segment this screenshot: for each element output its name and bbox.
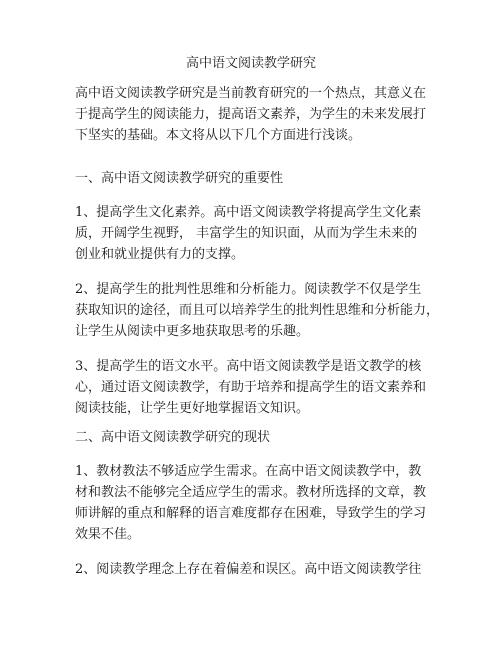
- text-line: 3、提高学生的语文水平。高中语文阅读教学是语文教学的核: [75, 359, 422, 374]
- heading-line: 二、高中语文阅读教学研究的现状: [75, 430, 271, 445]
- section-heading-importance: [75, 168, 435, 189]
- paragraph-point-1: [75, 202, 435, 265]
- paragraph-status-1: [75, 461, 435, 545]
- text-line: 1、提高学生文化素养。高中语文阅读教学将提高学生文化素: [75, 205, 422, 220]
- text-line: 阅读技能，让学生更好地掌握语文知识。: [75, 401, 310, 416]
- text-line: 于提高学生的阅读能力，提高语文素养，为学生的未来发展打: [75, 107, 427, 122]
- text-line: 师讲解的重点和解释的语言难度都存在困难，导致学生的学习: [75, 506, 427, 521]
- text-line: 心，通过语文阅读教学，有助于培养和提高学生的语文素养和: [75, 380, 427, 395]
- heading-line: 一、高中语文阅读教学研究的重要性: [75, 171, 284, 186]
- paragraph-status-2: [75, 559, 435, 580]
- text-line: 获取知识的途径，而且可以培养学生的批判性思维和分析能力，: [75, 303, 440, 318]
- text-line: 下坚实的基础。本文将从以下几个方面进行浅谈。: [75, 128, 362, 143]
- text-line: 创业和就业提供有力的支撑。: [75, 247, 245, 262]
- text-line: 让学生从阅读中更多地获取思考的乐趣。: [75, 324, 310, 339]
- text-line: 1、教材教法不够适应学生需求。在高中语文阅读教学中，教: [75, 464, 422, 479]
- paragraph-point-2: [75, 279, 440, 342]
- text-line: 效果不佳。: [75, 527, 141, 542]
- text-line: 质，开阔学生视野， 丰富学生的知识面，从而为学生未来的: [75, 226, 418, 241]
- paragraph-intro: [75, 83, 435, 146]
- text-line: 材和教法不能够完全适应学生的需求。教材所选择的文章，教: [75, 485, 427, 500]
- text-line: 2、阅读教学理念上存在着偏差和误区。高中语文阅读教学往: [75, 562, 422, 577]
- paragraph-point-3: [75, 356, 435, 419]
- text-line: 2、提高学生的批判性思维和分析能力。阅读教学不仅是学生: [75, 282, 422, 297]
- document-title: 高中语文阅读教学研究: [185, 56, 316, 71]
- text-line: 高中语文阅读教学研究是当前教育研究的一个热点，其意义在: [75, 86, 427, 101]
- section-heading-status: [75, 427, 435, 448]
